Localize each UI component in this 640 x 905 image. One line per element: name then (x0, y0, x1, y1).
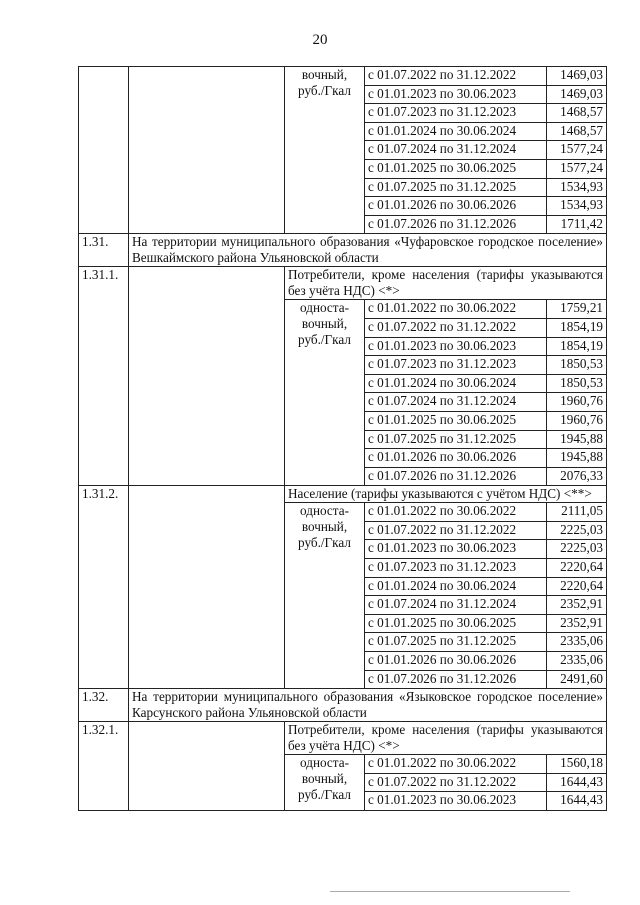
period-cell: с 01.01.2024 по 30.06.2024 (365, 577, 547, 596)
tariff-value: 1644,43 (547, 792, 607, 811)
period-cell: с 01.01.2022 по 30.06.2022 (365, 300, 547, 319)
tariff-value: 1469,03 (547, 67, 607, 86)
tariff-value: 1945,88 (547, 430, 607, 449)
page-number: 20 (312, 32, 328, 48)
section-title: На территории муниципального образования «Чуфаровское городское поселение» Вешкаймского района Ульяновской области (129, 234, 607, 267)
subsection-title: Население (тарифы указываются с учётом НДС) <**> (285, 486, 607, 503)
period-cell: с 01.01.2024 по 30.06.2024 (365, 122, 547, 141)
period-cell: с 01.07.2023 по 31.12.2023 (365, 104, 547, 123)
unit-cell: односта-вочный, руб./Гкал (285, 503, 365, 689)
period-cell: с 01.01.2023 по 30.06.2023 (365, 540, 547, 559)
period-cell: с 01.07.2022 по 31.12.2022 (365, 521, 547, 540)
subsection-title: Потребители, кроме населения (тарифы указываются без учёта НДС) <*> (285, 267, 607, 300)
period-cell: с 01.01.2026 по 30.06.2026 (365, 197, 547, 216)
tariff-value: 1960,76 (547, 393, 607, 412)
tariff-value: 2335,06 (547, 633, 607, 652)
period-cell: с 01.07.2022 по 31.12.2022 (365, 318, 547, 337)
empty-group-cell (129, 722, 285, 811)
period-cell: с 01.07.2026 по 31.12.2026 (365, 215, 547, 234)
tariff-value: 2352,91 (547, 614, 607, 633)
tariff-value: 1468,57 (547, 104, 607, 123)
period-cell: с 01.07.2022 по 31.12.2022 (365, 67, 547, 86)
empty-group-cell (129, 67, 285, 234)
tariff-value: 1644,43 (547, 773, 607, 792)
period-cell: с 01.01.2022 по 30.06.2022 (365, 755, 547, 774)
tariff-value: 1534,93 (547, 178, 607, 197)
period-cell: с 01.07.2026 по 31.12.2026 (365, 670, 547, 689)
tariff-value: 2491,60 (547, 670, 607, 689)
section-number: 1.32. (79, 689, 129, 722)
tariff-value: 1534,93 (547, 197, 607, 216)
tariff-value: 2225,03 (547, 540, 607, 559)
tariff-value: 1469,03 (547, 85, 607, 104)
unit-cell: односта-вочный, руб./Гкал (285, 300, 365, 486)
unit-cell: односта-вочный, руб./Гкал (285, 755, 365, 811)
subsection-title: Потребители, кроме населения (тарифы указываются без учёта НДС) <*> (285, 722, 607, 755)
scan-edge-line (330, 891, 570, 892)
tariff-value: 2335,06 (547, 652, 607, 671)
period-cell: с 01.07.2023 по 31.12.2023 (365, 559, 547, 578)
subsection-number: 1.31.1. (79, 267, 129, 486)
subsection-number: 1.31.2. (79, 486, 129, 689)
tariff-value: 1577,24 (547, 141, 607, 160)
section-number: 1.31. (79, 234, 129, 267)
table-row (79, 67, 607, 86)
section-row (79, 234, 607, 267)
tariff-value: 2352,91 (547, 596, 607, 615)
period-cell: с 01.07.2023 по 31.12.2023 (365, 356, 547, 375)
period-cell: с 01.01.2023 по 30.06.2023 (365, 792, 547, 811)
section-title: На территории муниципального образования «Языковское городское поселение» Карсунского района Ульяновской области (129, 689, 607, 722)
tariff-value: 1854,19 (547, 318, 607, 337)
period-cell: с 01.07.2025 по 31.12.2025 (365, 633, 547, 652)
tariff-value: 1577,24 (547, 159, 607, 178)
tariff-value: 1854,19 (547, 337, 607, 356)
section-row (79, 689, 607, 722)
period-cell: с 01.01.2023 по 30.06.2023 (365, 337, 547, 356)
tariff-value: 1850,53 (547, 374, 607, 393)
period-cell: с 01.01.2025 по 30.06.2025 (365, 159, 547, 178)
tariff-value: 2220,64 (547, 559, 607, 578)
period-cell: с 01.07.2026 по 31.12.2026 (365, 467, 547, 486)
period-cell: с 01.01.2025 по 30.06.2025 (365, 614, 547, 633)
unit-cell: вочный, руб./Гкал (285, 67, 365, 234)
period-cell: с 01.01.2026 по 30.06.2026 (365, 449, 547, 468)
empty-group-cell (129, 486, 285, 689)
tariff-value: 2225,03 (547, 521, 607, 540)
period-cell: с 01.01.2025 по 30.06.2025 (365, 411, 547, 430)
tariff-value: 1960,76 (547, 411, 607, 430)
tariff-value: 1468,57 (547, 122, 607, 141)
tariff-value: 1711,42 (547, 215, 607, 234)
tariff-value: 2220,64 (547, 577, 607, 596)
tariff-value: 1759,21 (547, 300, 607, 319)
period-cell: с 01.01.2023 по 30.06.2023 (365, 85, 547, 104)
subsection-row (79, 486, 607, 503)
period-cell: с 01.01.2024 по 30.06.2024 (365, 374, 547, 393)
period-cell: с 01.01.2022 по 30.06.2022 (365, 503, 547, 522)
empty-group-cell (129, 267, 285, 486)
tariff-value: 1945,88 (547, 449, 607, 468)
period-cell: с 01.07.2024 по 31.12.2024 (365, 141, 547, 160)
subsection-row (79, 722, 607, 755)
period-cell: с 01.07.2025 по 31.12.2025 (365, 178, 547, 197)
tariff-value: 1560,18 (547, 755, 607, 774)
period-cell: с 01.01.2026 по 30.06.2026 (365, 652, 547, 671)
empty-num-cell (79, 67, 129, 234)
tariff-value: 2111,05 (547, 503, 607, 522)
period-cell: с 01.07.2024 по 31.12.2024 (365, 393, 547, 412)
tariff-value: 1850,53 (547, 356, 607, 375)
period-cell: с 01.07.2025 по 31.12.2025 (365, 430, 547, 449)
subsection-number: 1.32.1. (79, 722, 129, 811)
tariff-value: 2076,33 (547, 467, 607, 486)
tariff-table (78, 66, 607, 811)
period-cell: с 01.07.2024 по 31.12.2024 (365, 596, 547, 615)
period-cell: с 01.07.2022 по 31.12.2022 (365, 773, 547, 792)
subsection-row (79, 267, 607, 300)
